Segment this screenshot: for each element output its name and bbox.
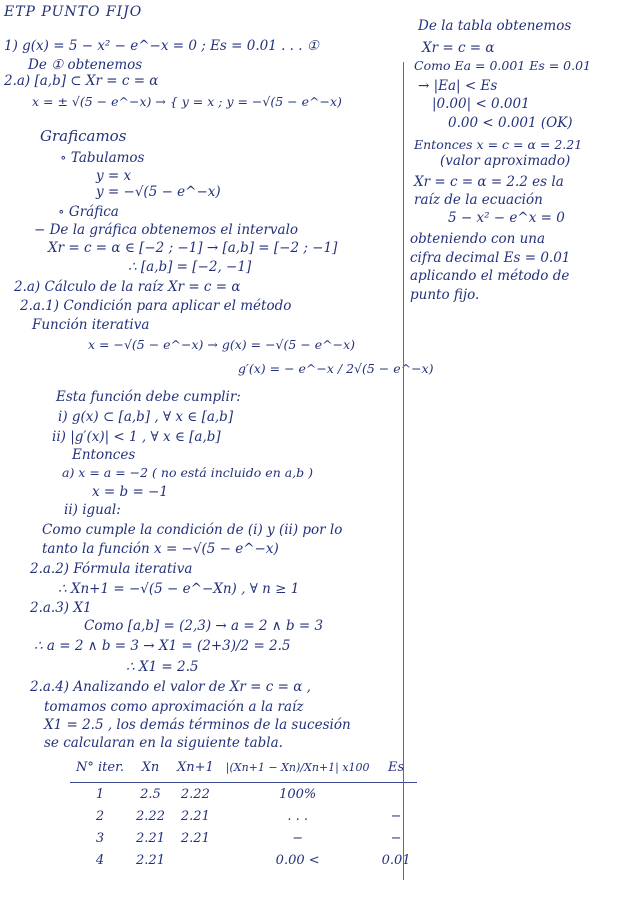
table-cell: 4 xyxy=(95,852,105,868)
table-cell: 3 xyxy=(95,830,105,846)
table-cell: 0.01 xyxy=(381,852,411,868)
text-line: a) x = a = −2 ( no está incluido en a,b ) xyxy=(62,465,314,480)
equation-line: Xr = c = α = 2.2 es la xyxy=(414,174,564,190)
table-cell xyxy=(171,849,220,871)
table-cell: − xyxy=(292,830,304,846)
iteration-table xyxy=(70,752,417,871)
text-line: Función iterativa xyxy=(32,317,150,333)
section-heading: 2.a.2) Fórmula iterativa xyxy=(30,561,193,577)
text-line: raíz de la ecuación xyxy=(414,192,543,208)
text-line: ii) igual: xyxy=(64,502,121,518)
page-header: ETP PUNTO FIJO xyxy=(4,4,143,20)
text-line: se calcularan en la siguiente tabla. xyxy=(44,735,283,751)
equation-line: ∴ [a,b] = [−2, −1] xyxy=(128,259,252,275)
equation-line: x = −√(5 − e^−x) → g(x) = −√(5 − e^−x) xyxy=(88,337,356,352)
table-cell: 2.21 xyxy=(180,808,210,824)
text-line: tanto la función x = −√(5 − e^−x) xyxy=(42,541,279,557)
table-cell: 0.00 < xyxy=(275,852,320,868)
equation-line: x = b = −1 xyxy=(92,484,168,500)
text-line: cifra decimal Es = 0.01 xyxy=(410,250,571,266)
table-row xyxy=(70,849,417,871)
equation-line: Como Ea = 0.001 Es = 0.01 xyxy=(414,58,591,73)
section-heading: 2.a) Cálculo de la raíz Xr = c = α xyxy=(14,279,241,295)
text-line: punto fijo. xyxy=(410,287,480,303)
equation-line: |0.00| < 0.001 xyxy=(432,96,530,112)
text-line: − De la gráfica obtenemos el intervalo xyxy=(34,222,299,238)
table-cell: 1 xyxy=(95,786,105,802)
text-line: Como cumple la condición de (i) y (ii) por lo xyxy=(42,522,343,538)
table-cell: . . . xyxy=(287,808,308,824)
equation-line: y = x xyxy=(96,168,132,184)
section-heading: 2.a.4) Analizando el valor de Xr = c = α , xyxy=(30,679,311,695)
text-line: ii) |g′(x)| < 1 , ∀ x ∈ [a,b] xyxy=(52,429,221,445)
section-heading: 2.a.1) Condición para aplicar el método xyxy=(20,298,292,314)
equation-line: 0.00 < 0.001 (OK) xyxy=(448,115,573,131)
table-cell: 2.21 xyxy=(180,830,210,846)
text-line: 2.a) [a,b] ⊂ Xr = c = α xyxy=(4,73,159,89)
table-cell: 2 xyxy=(95,808,105,824)
header-cell: Es xyxy=(376,752,417,783)
equation-line: y = −√(5 − e^−x) xyxy=(96,184,221,200)
table-row xyxy=(70,805,417,827)
equation-line: ∴ a = 2 ∧ b = 3 → X1 = (2+3)/2 = 2.5 xyxy=(34,638,291,654)
table-header-row xyxy=(70,752,417,783)
equation-line: ∴ Xn+1 = −√(5 − e^−Xn) , ∀ n ≥ 1 xyxy=(58,581,300,597)
text-line: i) g(x) ⊂ [a,b] , ∀ x ∈ [a,b] xyxy=(58,409,234,425)
text-line: ∘ Tabulamos xyxy=(60,150,145,166)
table-cell: − xyxy=(390,830,402,846)
table-cell: 2.21 xyxy=(136,830,165,846)
header-cell: N° iter. xyxy=(70,752,130,783)
equation-line: Xr = c = α xyxy=(422,40,495,56)
table-row xyxy=(70,827,417,849)
text-line: (valor aproximado) xyxy=(440,153,571,169)
table-cell: 2.5 xyxy=(140,786,161,802)
section-heading: Graficamos xyxy=(40,127,127,145)
table-cell: 100% xyxy=(279,786,317,802)
table-cell: 2.21 xyxy=(136,852,165,868)
text-line: ∘ Gráfica xyxy=(58,204,119,220)
equation-line: → |Ea| < Es xyxy=(418,78,498,94)
column-divider xyxy=(403,62,404,880)
text-line: De la tabla obtenemos xyxy=(418,18,572,34)
text-line: obteniendo con una xyxy=(410,231,546,247)
text-line: Entonces xyxy=(72,447,136,463)
equation-line: 5 − x² − e^x = 0 xyxy=(448,210,565,226)
text-line: tomamos como aproximación a la raíz xyxy=(44,699,304,715)
header-cell: |(Xn+1 − Xn)/Xn+1| x100 xyxy=(220,752,376,783)
equation-line: Xr = c = α ∈ [−2 ; −1] → [a,b] = [−2 ; −1] xyxy=(48,240,338,256)
section-heading: 2.a.3) X1 xyxy=(30,600,92,616)
equation-line: ∴ X1 = 2.5 xyxy=(126,659,199,675)
text-line: X1 = 2.5 , los demás términos de la sucesión xyxy=(44,717,351,733)
equation-line: Como [a,b] = (2,3) → a = 2 ∧ b = 3 xyxy=(84,618,324,634)
text-line: De ① obtenemos xyxy=(28,57,143,73)
table-cell: 2.22 xyxy=(136,808,165,824)
table-cell xyxy=(376,783,417,806)
equation-line: 1) g(x) = 5 − x² − e^−x = 0 ; Es = 0.01 . . . ① xyxy=(4,38,319,54)
header-cell: Xn xyxy=(130,752,171,783)
table-cell: − xyxy=(390,808,402,824)
header-cell: Xn+1 xyxy=(171,752,220,783)
equation-line: g′(x) = − e^−x / 2√(5 − e^−x) xyxy=(238,361,434,376)
equation-line: Entonces x = c = α = 2.21 xyxy=(414,137,583,152)
table-row xyxy=(70,783,417,806)
text-line: Esta función debe cumplir: xyxy=(56,389,241,405)
equation-line: x = ± √(5 − e^−x) → { y = x ; y = −√(5 − e^−x) xyxy=(32,94,342,109)
text-line: aplicando el método de xyxy=(410,268,570,284)
table-cell: 2.22 xyxy=(180,786,210,802)
